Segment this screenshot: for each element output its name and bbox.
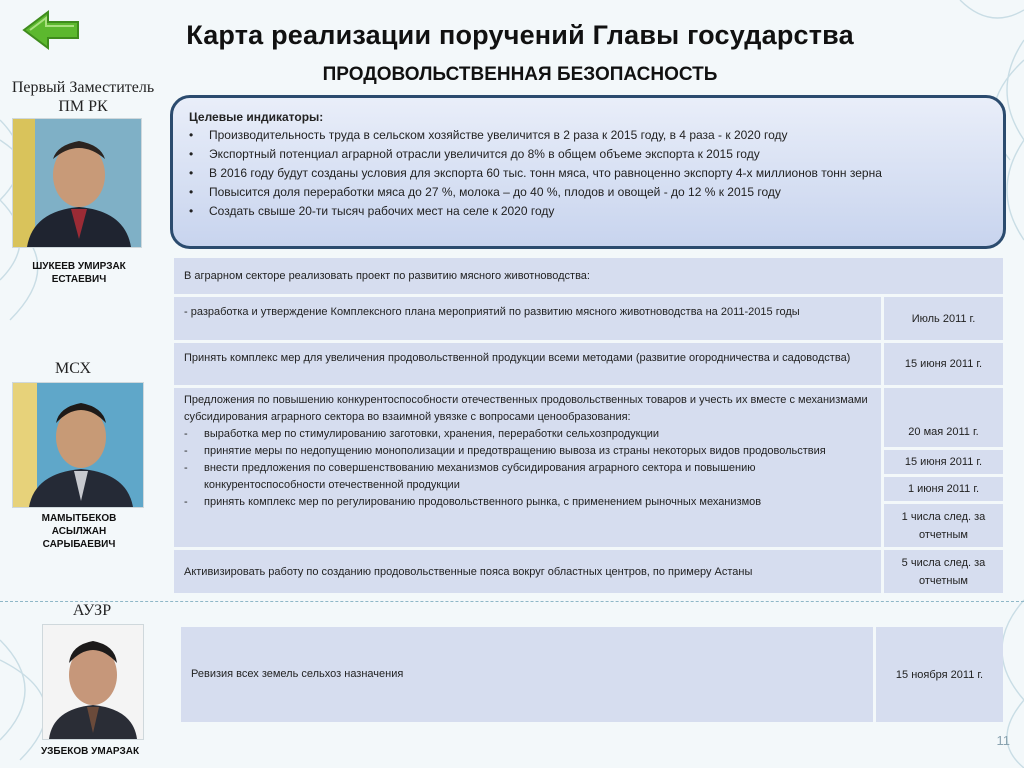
target-indicators-panel bbox=[170, 95, 1006, 249]
row3-description bbox=[174, 388, 881, 547]
avatar-person-2 bbox=[12, 382, 144, 508]
row3-date-1: 20 мая 2011 г. bbox=[884, 388, 1003, 447]
row3-sub-item: - выработка мер по стимулированию заготовки, хранения, переработки сельхозпродукции bbox=[184, 426, 871, 443]
role-msh: МСХ bbox=[54, 360, 92, 377]
person-1-name-line2: ЕСТАЕВИЧ bbox=[51, 274, 107, 285]
row5-description: Ревизия всех земель сельхоз назначения bbox=[181, 627, 873, 722]
person-1-name bbox=[4, 260, 154, 286]
person-2-name bbox=[4, 512, 154, 551]
row3-intro: Предложения по повышению конкурентоспособности отечественных продовольственных товаров и учесть их вместе с механизмами субсидирования аграрного сектора во взаимной увязке с вопросами ценообразования: bbox=[184, 394, 868, 423]
row3-date-2: 15 июня 2011 г. bbox=[884, 450, 1003, 474]
row1-date: Июль 2011 г. bbox=[884, 297, 1003, 340]
section-divider bbox=[0, 601, 1024, 602]
table-header-row: В аграрном секторе реализовать проект по развитию мясного животноводства: bbox=[174, 258, 1003, 294]
row3-sub-item: - принять комплекс мер по регулированию продовольственного рынка, с применением рыночных механизмов bbox=[184, 494, 871, 511]
page-number: 11 bbox=[996, 733, 1010, 748]
indicator-item: • Экспортный потенциал аграрной отрасли увеличится до 8% в общем объеме экспорта к 2015 году bbox=[187, 145, 987, 164]
back-arrow-icon[interactable] bbox=[20, 8, 84, 52]
indicator-item: • В 2016 году будут созданы условия для экспорта 60 тыс. тонн мяса, что равноценно экспорту 4-х миллионов тонн зерна bbox=[187, 164, 987, 183]
portrait-1-image bbox=[13, 119, 141, 247]
person-1-name-line1: ШУКЕЕВ УМИРЗАК bbox=[32, 261, 126, 272]
person-2-name-line2: АСЫЛЖАН bbox=[51, 526, 107, 537]
portrait-2-image bbox=[13, 383, 143, 507]
row2-date: 15 июня 2011 г. bbox=[884, 343, 1003, 385]
person-3-name: УЗБЕКОВ УМАРЗАК bbox=[40, 746, 140, 757]
row3-date-3: 1 июня 2011 г. bbox=[884, 477, 1003, 501]
page-title: Карта реализации поручений Главы государства bbox=[186, 20, 854, 50]
indicators-heading: Целевые индикаторы: bbox=[189, 110, 324, 124]
role-first-deputy-pm: Первый Заместитель ПМ РК bbox=[11, 79, 155, 115]
page-subtitle: ПРОДОВОЛЬСТВЕННАЯ БЕЗОПАСНОСТЬ bbox=[322, 64, 718, 85]
row2-description: Принять комплекс мер для увеличения продовольственной продукции всеми методами (развитие огородничества и садоводства) bbox=[174, 343, 881, 385]
avatar-person-1 bbox=[12, 118, 142, 248]
avatar-person-3 bbox=[42, 624, 144, 740]
row3-sub-item: - внести предложения по совершенствованию механизмов субсидирования аграрного сектора и повышению конкурентоспособности отечественной продукции bbox=[184, 460, 871, 494]
indicator-item: • Повысится доля переработки мяса до 27 %, молока – до 40 %, плодов и овощей - до 12 % к 2015 году bbox=[187, 183, 987, 202]
row3-date-4: 1 числа след. за отчетным bbox=[884, 504, 1003, 547]
row1-description: - разработка и утверждение Комплексного плана мероприятий по развитию мясного животноводства на 2011-2015 годы bbox=[174, 297, 881, 340]
row3-sub-list bbox=[184, 426, 871, 511]
person-2-name-line3: САРЫБАЕВИЧ bbox=[42, 539, 116, 550]
role-auzr: АУЗР bbox=[72, 602, 112, 619]
indicator-item: • Производительность труда в сельском хозяйстве увеличится в 2 раза к 2015 году, в 4 раза - к 2020 году bbox=[187, 126, 987, 145]
indicators-list bbox=[187, 126, 987, 221]
row4-description: Активизировать работу по созданию продовольственные пояса вокруг областных центров, по примеру Астаны bbox=[174, 550, 881, 593]
row5-date: 15 ноября 2011 г. bbox=[876, 627, 1003, 722]
person-2-name-line1: МАМЫТБЕКОВ bbox=[41, 513, 117, 524]
portrait-3-image bbox=[43, 625, 143, 739]
row4-date: 5 числа след. за отчетным bbox=[884, 550, 1003, 593]
indicator-item: • Создать свыше 20-ти тысяч рабочих мест на селе к 2020 году bbox=[187, 202, 987, 221]
row3-sub-item: - принятие меры по недопущению монополизации и предотвращению вывоза из страны некоторых видов продовольствия bbox=[184, 443, 871, 460]
